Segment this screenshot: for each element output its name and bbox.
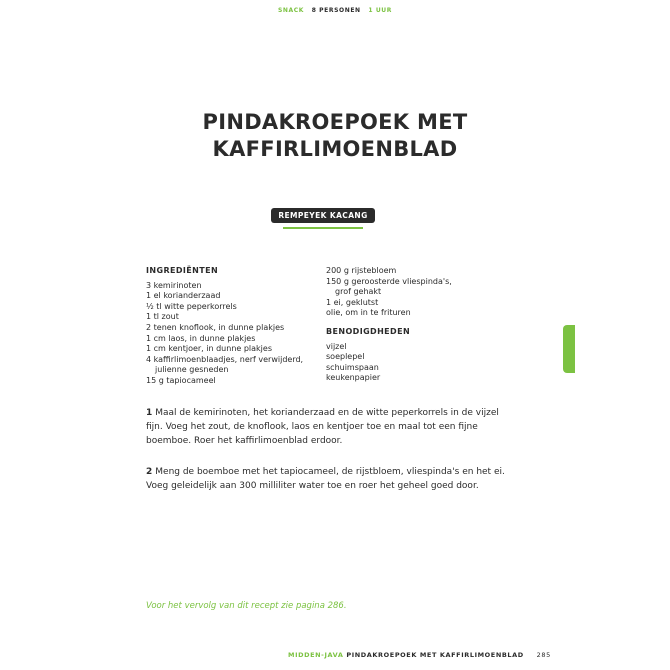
ingredient-item: 1 cm kentjoer, in dunne plakjes [146,344,272,354]
ingredient-item: ½ tl witte peperkorrels [146,301,237,311]
chapter-tab [563,325,575,373]
ingredients-heading: INGREDIËNTEN [146,266,219,275]
time-label: 1 UUR [368,7,393,14]
ingredients-list-right [326,266,506,319]
ingredient-item: 3 kemirinoten [146,280,202,290]
step-1 [146,406,511,448]
equipment-item: keukenpapier [326,373,381,383]
ingredient-item: 1 cm laos, in dunne plakjes [146,333,256,343]
ingredient-item: 200 g rijstebloem [326,266,397,275]
recipe-title-line-2: KAFFIRLIMOENBLAD [212,137,458,161]
step-text: Meng de boemboe met het tapiocameel, de rijstbloem, vliespinda's en het ei. Voeg geleidelijk aan 300 milliliter water toe en roer het geheel goed door. [146,467,505,491]
recipe-meta [0,7,670,14]
ingredient-item: 1 ei, geklutst [326,297,379,307]
equipment-heading: BENODIGDHEDEN [326,326,411,336]
page-number: 285 [536,651,551,659]
ingredient-item: 150 g geroosterde vliespinda's, [326,276,452,286]
step-number: 2 [146,467,153,477]
equipment-list [326,342,506,384]
equipment-item: soeplepel [326,352,365,362]
continuation-note: Voor het vervolg van dit recept zie pagina 286. [146,601,347,611]
recipe-title-line-1: PINDAKROEPOEK MET [202,110,468,134]
page-footer [288,651,551,659]
category-label: SNACK [277,7,305,14]
ingredients-column-right [326,266,506,384]
footer-recipe-title: PINDAKROEPOEK MET KAFFIRLIMOENBLAD [346,651,524,659]
step-text: Maal de kemirinoten, het korianderzaad en de witte peperkorrels in de vijzel fijn. Voeg het zout, de knoflook, laos en kentjoer toe en maal tot een fijne boemboe. Roer het kaffirlimoenblad erdoor. [146,408,499,446]
subtitle-badge: REMPEYEK KACANG [271,208,375,223]
ingredients-list-left [146,281,321,387]
ingredient-item: 2 tenen knoflook, in dunne plakjes [146,322,285,332]
ingredients-column-left [146,266,321,387]
servings-label: 8 PERSONEN [311,7,361,14]
equipment-item: schuimspaan [326,362,379,372]
subtitle-divider [283,227,363,229]
ingredient-item: 15 g tapiocameel [146,375,216,385]
ingredient-item: 1 tl zout [146,312,179,322]
ingredient-item: grof gehakt [335,287,382,297]
ingredient-item: 4 kaffirlimoenblaadjes, nerf verwijderd, [146,354,304,364]
ingredient-item: olie, om in te frituren [326,308,411,318]
ingredient-item: 1 el korianderzaad [146,291,221,301]
step-2 [146,465,511,493]
equipment-item: vijzel [326,341,347,351]
step-number: 1 [146,408,153,418]
ingredient-item: julienne gesneden [155,365,229,375]
footer-region: MIDDEN-JAVA [288,651,344,659]
recipe-title [0,109,670,163]
